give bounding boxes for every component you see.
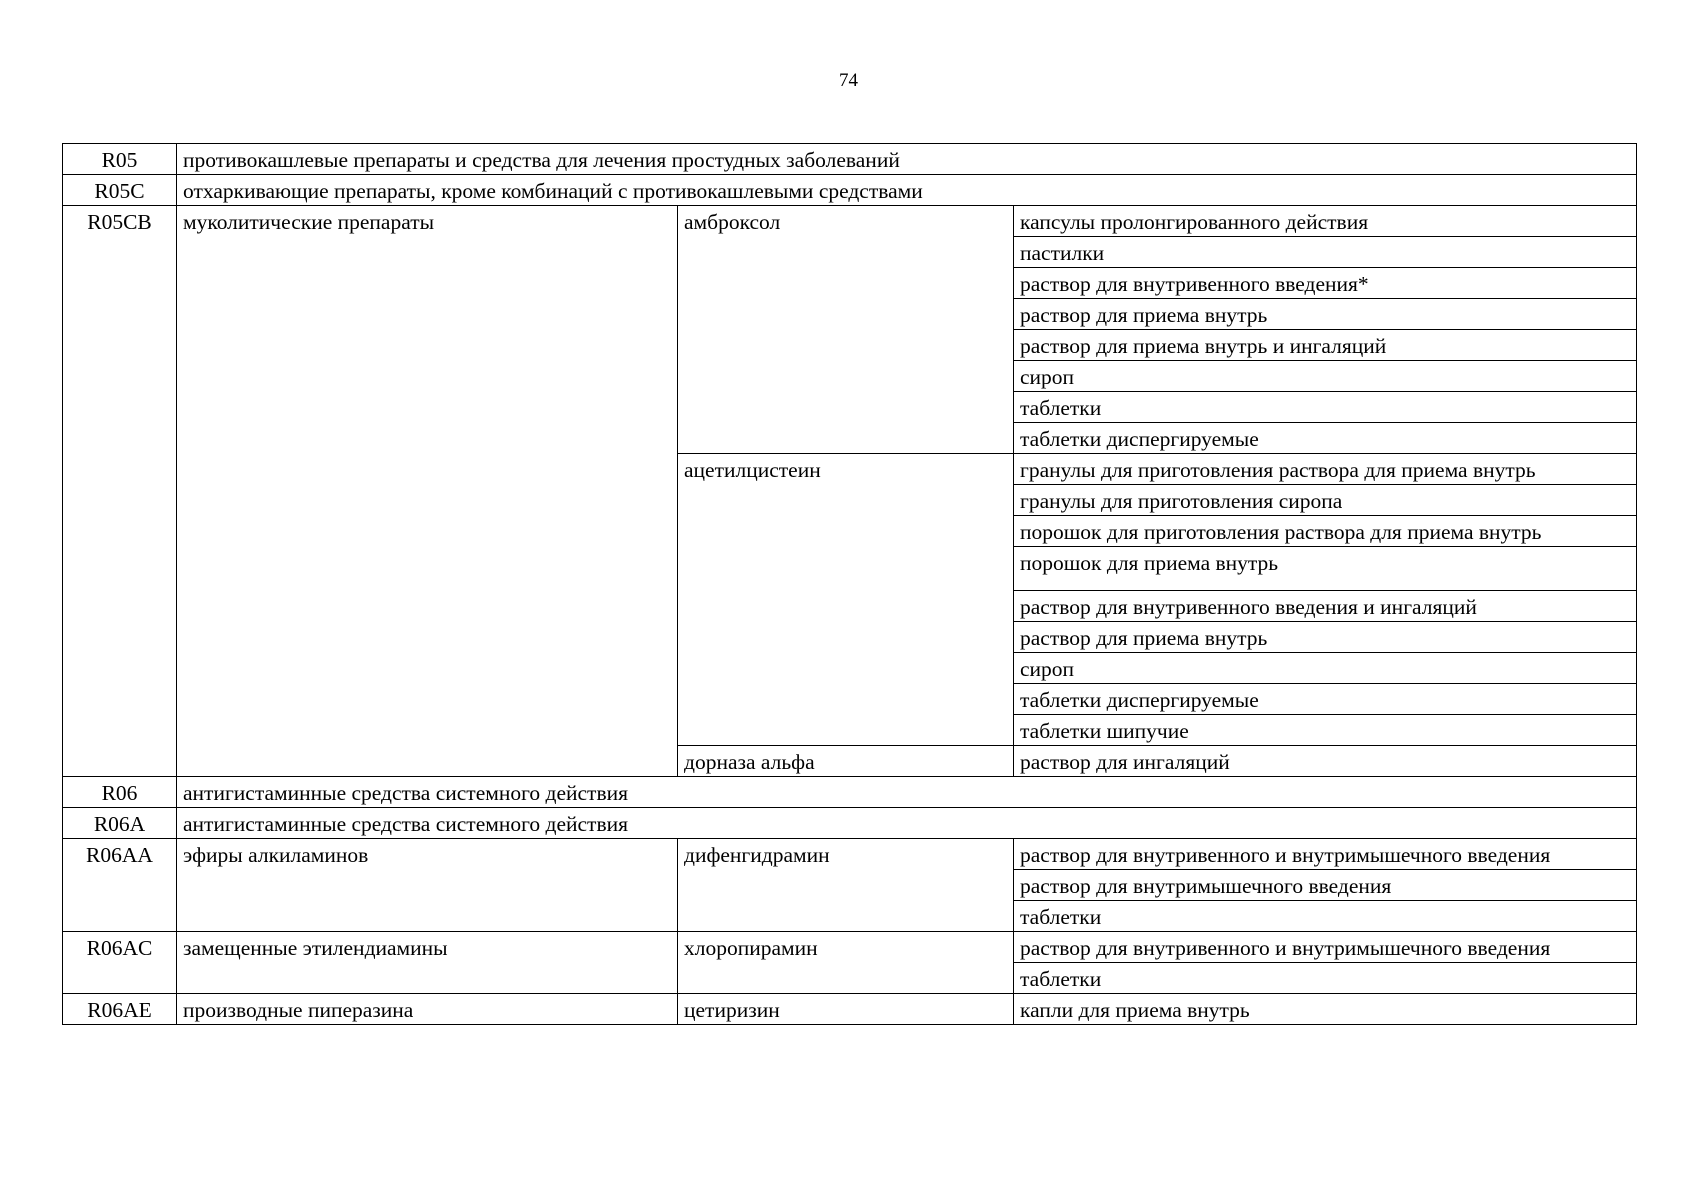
dosage-form: раствор для внутривенного и внутримышечного введения — [1014, 932, 1637, 963]
dosage-form: пастилки — [1014, 237, 1637, 268]
dosage-form: раствор для внутривенного введения* — [1014, 268, 1637, 299]
drug-name: ацетилцистеин — [678, 454, 1014, 746]
dosage-form: раствор для внутривенного введения и ингаляций — [1014, 591, 1637, 622]
atc-group: производные пиперазина — [177, 994, 678, 1025]
drug-table — [62, 143, 1637, 1025]
drug-name: дифенгидрамин — [678, 839, 1014, 932]
dosage-form: сироп — [1014, 653, 1637, 684]
atc-code: R06AE — [63, 994, 177, 1025]
dosage-form: таблетки диспергируемые — [1014, 684, 1637, 715]
table-row — [63, 932, 1637, 963]
dosage-form: капсулы пролонгированного действия — [1014, 206, 1637, 237]
atc-code: R06 — [63, 777, 177, 808]
table-row — [63, 994, 1637, 1025]
table-row — [63, 777, 1637, 808]
atc-code: R06AC — [63, 932, 177, 994]
atc-description: противокашлевые препараты и средства для лечения простудных заболеваний — [177, 144, 1637, 175]
dosage-form: порошок для приема внутрь — [1014, 547, 1637, 591]
atc-description: антигистаминные средства системного действия — [177, 808, 1637, 839]
atc-code: R06A — [63, 808, 177, 839]
dosage-form: раствор для внутримышечного введения — [1014, 870, 1637, 901]
dosage-form: раствор для внутривенного и внутримышечного введения — [1014, 839, 1637, 870]
table-row — [63, 808, 1637, 839]
dosage-form: таблетки диспергируемые — [1014, 423, 1637, 454]
table-row — [63, 839, 1637, 870]
dosage-form: раствор для приема внутрь — [1014, 622, 1637, 653]
atc-description: отхаркивающие препараты, кроме комбинаций с противокашлевыми средствами — [177, 175, 1637, 206]
atc-group: муколитические препараты — [177, 206, 678, 777]
table-row — [63, 206, 1637, 237]
page-number: 74 — [839, 70, 858, 91]
dosage-form: сироп — [1014, 361, 1637, 392]
atc-group: эфиры алкиламинов — [177, 839, 678, 932]
dosage-form: раствор для приема внутрь — [1014, 299, 1637, 330]
drug-name: цетиризин — [678, 994, 1014, 1025]
dosage-form: гранулы для приготовления раствора для приема внутрь — [1014, 454, 1637, 485]
atc-code: R06AA — [63, 839, 177, 932]
dosage-form: раствор для приема внутрь и ингаляций — [1014, 330, 1637, 361]
atc-code: R05C — [63, 175, 177, 206]
drug-name: амброксол — [678, 206, 1014, 454]
dosage-form: таблетки — [1014, 963, 1637, 994]
drug-name: дорназа альфа — [678, 746, 1014, 777]
dosage-form: капли для приема внутрь — [1014, 994, 1637, 1025]
dosage-form: гранулы для приготовления сиропа — [1014, 485, 1637, 516]
atc-description: антигистаминные средства системного действия — [177, 777, 1637, 808]
dosage-form: порошок для приготовления раствора для приема внутрь — [1014, 516, 1637, 547]
atc-code: R05 — [63, 144, 177, 175]
drug-name: хлоропирамин — [678, 932, 1014, 994]
table-row — [63, 144, 1637, 175]
atc-code: R05CB — [63, 206, 177, 777]
dosage-form: таблетки — [1014, 901, 1637, 932]
table-row — [63, 175, 1637, 206]
atc-group: замещенные этилендиамины — [177, 932, 678, 994]
dosage-form: раствор для ингаляций — [1014, 746, 1637, 777]
dosage-form: таблетки шипучие — [1014, 715, 1637, 746]
dosage-form: таблетки — [1014, 392, 1637, 423]
